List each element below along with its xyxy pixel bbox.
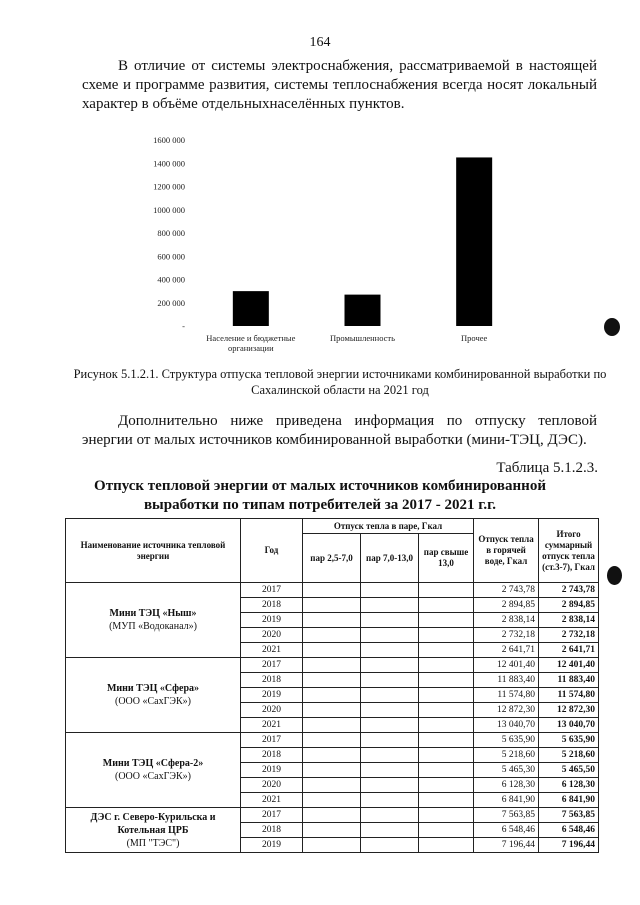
year-cell: 2021 (241, 718, 303, 733)
total-cell: 7 196,44 (539, 838, 599, 853)
year-cell: 2021 (241, 793, 303, 808)
year-cell: 2017 (241, 733, 303, 748)
year-cell: 2018 (241, 823, 303, 838)
category-label: Прочее (461, 333, 488, 343)
hot-water-cell: 6 548,46 (474, 823, 539, 838)
total-cell: 11 883,40 (539, 673, 599, 688)
hot-water-cell: 12 872,30 (474, 703, 539, 718)
header-steam-3: пар свыше 13,0 (419, 534, 474, 583)
total-cell: 2 743,78 (539, 583, 599, 598)
table-number: Таблица 5.1.2.3. (496, 460, 598, 476)
total-cell: 6 128,30 (539, 778, 599, 793)
bar-1 (233, 291, 269, 326)
total-cell: 11 574,80 (539, 688, 599, 703)
year-cell: 2017 (241, 658, 303, 673)
total-cell: 2 894,85 (539, 598, 599, 613)
total-cell: 2 732,18 (539, 628, 599, 643)
source-operator: (ООО «СахГЭК») (115, 771, 191, 782)
total-cell: 5 465,50 (539, 763, 599, 778)
source-name-cell (66, 733, 241, 808)
source-name: Мини ТЭЦ «Сфера» (106, 683, 200, 694)
additional-info-paragraph: Дополнительно ниже приведена информация по отпуску тепловой энергии от малых источников комбинированной выработки (мини-ТЭЦ, ДЭС). (82, 413, 597, 448)
y-tick-label: 1400 000 (153, 158, 185, 169)
category-label: организации (228, 343, 274, 353)
figure-caption: Рисунок 5.1.2.1. Структура отпуска тепловой энергии источниками комбинированной выработки по Сахалинской области на 2021 год (73, 367, 607, 397)
hot-water-cell: 2 894,85 (474, 598, 539, 613)
bar-2 (345, 295, 381, 326)
hot-water-cell: 5 218,60 (474, 748, 539, 763)
source-name-cell (66, 658, 241, 733)
year-cell: 2019 (241, 688, 303, 703)
table-row (66, 658, 599, 673)
hot-water-cell: 12 401,40 (474, 658, 539, 673)
source-operator: (ООО «СахГЭК») (115, 696, 191, 707)
year-cell: 2017 (241, 583, 303, 598)
y-tick-label: - (182, 321, 185, 331)
hot-water-cell: 13 040,70 (474, 718, 539, 733)
year-cell: 2019 (241, 838, 303, 853)
punch-hole-mark (604, 318, 620, 336)
punch-hole-mark (607, 566, 622, 585)
source-name-cell (66, 808, 241, 853)
hot-water-cell: 2 732,18 (474, 628, 539, 643)
page-number: 164 (309, 35, 331, 50)
intro-paragraph: В отличие от системы электроснабжения, рассматриваемой в настоящей схеме и программе развития, системы теплоснабжения всегда носят локальный характер в объёме отдельныхнаселённых пунктов. (82, 58, 597, 112)
y-tick-label: 1200 000 (153, 181, 185, 192)
y-tick-label: 200 000 (157, 297, 185, 308)
source-operator: (МП "ТЭС") (126, 837, 180, 849)
y-tick-label: 1000 000 (153, 204, 185, 215)
source-operator: (МУП «Водоканал») (109, 621, 197, 632)
y-tick-label: 800 000 (157, 228, 185, 238)
total-cell: 5 635,90 (539, 733, 599, 748)
hot-water-cell: 2 641,71 (474, 643, 539, 658)
hot-water-cell: 6 128,30 (474, 778, 539, 793)
hot-water-cell: 11 883,40 (474, 673, 539, 688)
heat-supply-table (65, 518, 599, 853)
year-cell: 2019 (241, 763, 303, 778)
hot-water-cell: 7 563,85 (474, 808, 539, 823)
heat-supply-bar-chart (135, 128, 535, 363)
year-cell: 2018 (241, 748, 303, 763)
source-name: ДЭС г. Северо-Курильска и Котельная ЦРБ (90, 811, 216, 836)
source-name: Мини ТЭЦ «Ныш» (109, 608, 197, 619)
category-label: Промышленность (329, 333, 396, 343)
year-cell: 2018 (241, 598, 303, 613)
hot-water-cell: 2 838,14 (474, 613, 539, 628)
hot-water-cell: 5 635,90 (474, 733, 539, 748)
header-year: Год (241, 519, 303, 583)
total-cell: 13 040,70 (539, 718, 599, 733)
hot-water-cell: 7 196,44 (474, 838, 539, 853)
total-cell: 2 641,71 (539, 643, 599, 658)
source-name-cell (66, 583, 241, 658)
hot-water-cell: 2 743,78 (474, 583, 539, 598)
year-cell: 2020 (241, 628, 303, 643)
total-cell: 12 872,30 (539, 703, 599, 718)
y-tick-label: 400 000 (157, 274, 185, 285)
header-steam-2: пар 7,0-13,0 (361, 534, 419, 583)
source-name: Мини ТЭЦ «Сфера-2» (102, 758, 204, 769)
year-cell: 2019 (241, 613, 303, 628)
hot-water-cell: 5 465,30 (474, 763, 539, 778)
header-hot-water: Отпуск тепла в горячей воде, Гкал (474, 519, 539, 583)
year-cell: 2017 (241, 808, 303, 823)
category-label: Население и бюджетные (206, 333, 296, 343)
hot-water-cell: 6 841,90 (474, 793, 539, 808)
bar-3 (456, 157, 492, 326)
header-steam-group: Отпуск тепла в паре, Гкал (303, 519, 474, 534)
table-title: Отпуск тепловой энергии от малых источников комбинированной выработки по типам потребителей за 2017 - 2021 г.г. (94, 478, 546, 513)
y-tick-label: 1600 000 (153, 135, 185, 145)
table-row (66, 808, 599, 823)
header-name: Наименование источника тепловой энергии (66, 519, 241, 583)
year-cell: 2020 (241, 778, 303, 793)
hot-water-cell: 11 574,80 (474, 688, 539, 703)
total-cell: 6 841,90 (539, 793, 599, 808)
year-cell: 2021 (241, 643, 303, 658)
total-cell: 12 401,40 (539, 658, 599, 673)
total-cell: 6 548,46 (539, 823, 599, 838)
year-cell: 2018 (241, 673, 303, 688)
total-cell: 5 218,60 (539, 748, 599, 763)
total-cell: 2 838,14 (539, 613, 599, 628)
year-cell: 2020 (241, 703, 303, 718)
header-steam-1: пар 2,5-7,0 (303, 534, 361, 583)
table-row (66, 583, 599, 598)
header-total: Итого суммарный отпуск тепла (ст.3-7), Гкал (539, 519, 599, 583)
y-tick-label: 600 000 (157, 251, 185, 262)
total-cell: 7 563,85 (539, 808, 599, 823)
table-row (66, 733, 599, 748)
